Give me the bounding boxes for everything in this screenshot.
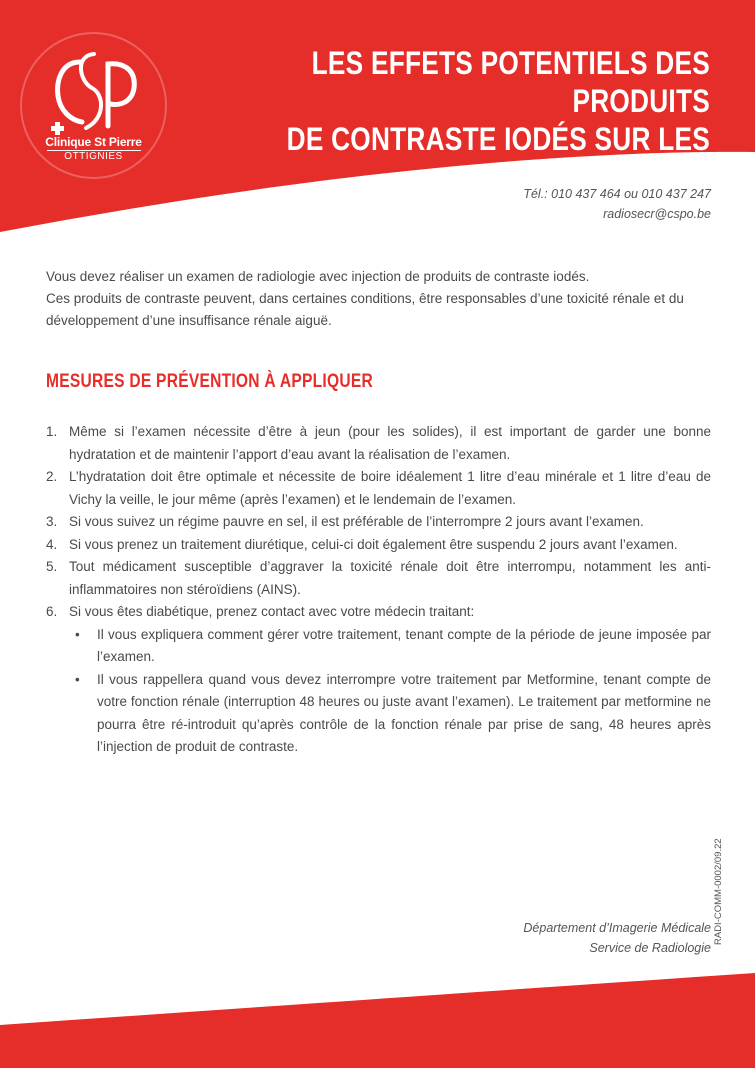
department-name: Département d’Imagerie Médicale xyxy=(523,921,711,935)
title-line-2: DE CONTRASTE IODÉS SUR LES REINS xyxy=(286,121,710,195)
logo-clinic-name: Clinique St Pierre xyxy=(22,135,165,151)
list-item-number: 6. xyxy=(46,604,58,619)
list-item-number: 3. xyxy=(46,514,58,529)
list-item-text: L’hydratation doit être optimale et nécessite de boire idéalement 1 litre d’eau minérale et 1 litre d’eau de Vichy la veille, le jour même (après l’examen) et le lendemain de l’examen. xyxy=(69,469,711,507)
sublist-item-text: Il vous rappellera quand vous devez interrompre votre traitement par Metformine, tenant compte de votre fonction rénale (interruption 48 heures ou juste avant l’examen). Le traitement par metformine ne pourra être ré-introduit qu’après contrôle de la fonction rénale par prise de sang, 48 heures après l’injection de produit de contraste. xyxy=(97,671,711,754)
list-item-number: 5. xyxy=(46,559,58,574)
bullet-icon: • xyxy=(75,626,80,642)
title-line-1: LES EFFETS POTENTIELS DES PRODUITS xyxy=(311,45,710,119)
list-item-number: 4. xyxy=(46,536,58,552)
sublist-item xyxy=(69,624,711,669)
intro-paragraph xyxy=(46,266,711,332)
bullet-icon: • xyxy=(75,671,80,687)
list-item-text: Même si l’examen nécessite d’être à jeun (pour les solides), il est important de garder une bonne hydratation et de maintenir l’apport d’eau avant la réalisation de l’examen. xyxy=(69,424,711,462)
sublist-item xyxy=(69,669,711,759)
service-name: Service de Radiologie xyxy=(589,941,711,955)
contact-email: radiosecr@cspo.be xyxy=(603,207,711,221)
intro-line-2: Ces produits de contraste peuvent, dans certaines conditions, être responsables d’une toxicité rénale et du développement d’une insuffisance rénale aiguë. xyxy=(46,291,684,328)
contact-info xyxy=(523,184,711,224)
footer-department xyxy=(523,918,711,958)
prevention-measures-list xyxy=(46,421,711,759)
contact-phone: Tél.: 010 437 464 ou 010 437 247 xyxy=(523,187,711,201)
footer-background xyxy=(0,965,755,1068)
list-item xyxy=(46,421,711,466)
diabetic-sublist xyxy=(69,624,711,759)
list-item xyxy=(46,556,711,601)
clinic-logo xyxy=(22,34,165,177)
page-title xyxy=(284,44,710,196)
list-item-text: Si vous êtes diabétique, prenez contact avec votre médecin traitant: xyxy=(69,604,475,619)
list-item-number: 1. xyxy=(46,424,58,439)
list-item-text: Tout médicament susceptible d’aggraver la toxicité rénale doit être interrompu, notamment les anti-inflammatoires non stéroïdiens (AINS). xyxy=(69,559,711,597)
document-code: RADI-COMM-0002/09.22 xyxy=(713,838,724,945)
list-item-number: 2. xyxy=(46,469,58,484)
list-item xyxy=(46,534,711,557)
sublist-item-text: Il vous expliquera comment gérer votre traitement, tenant compte de la période de jeune imposée par l’examen. xyxy=(97,626,711,664)
list-item xyxy=(46,511,711,534)
list-item xyxy=(46,601,711,759)
section-title: MESURES DE PRÉVENTION À APPLIQUER xyxy=(46,371,373,392)
list-item xyxy=(46,466,711,511)
logo-city: OTTIGNIES xyxy=(64,151,123,162)
list-item-text: Si vous prenez un traitement diurétique, celui-ci doit également être suspendu 2 jours avant l’examen. xyxy=(69,536,678,552)
intro-line-1: Vous devez réaliser un examen de radiologie avec injection de produits de contraste iodés. xyxy=(46,269,590,284)
list-item-text: Si vous suivez un régime pauvre en sel, il est préférable de l’interrompre 2 jours avant l’examen. xyxy=(69,514,644,529)
